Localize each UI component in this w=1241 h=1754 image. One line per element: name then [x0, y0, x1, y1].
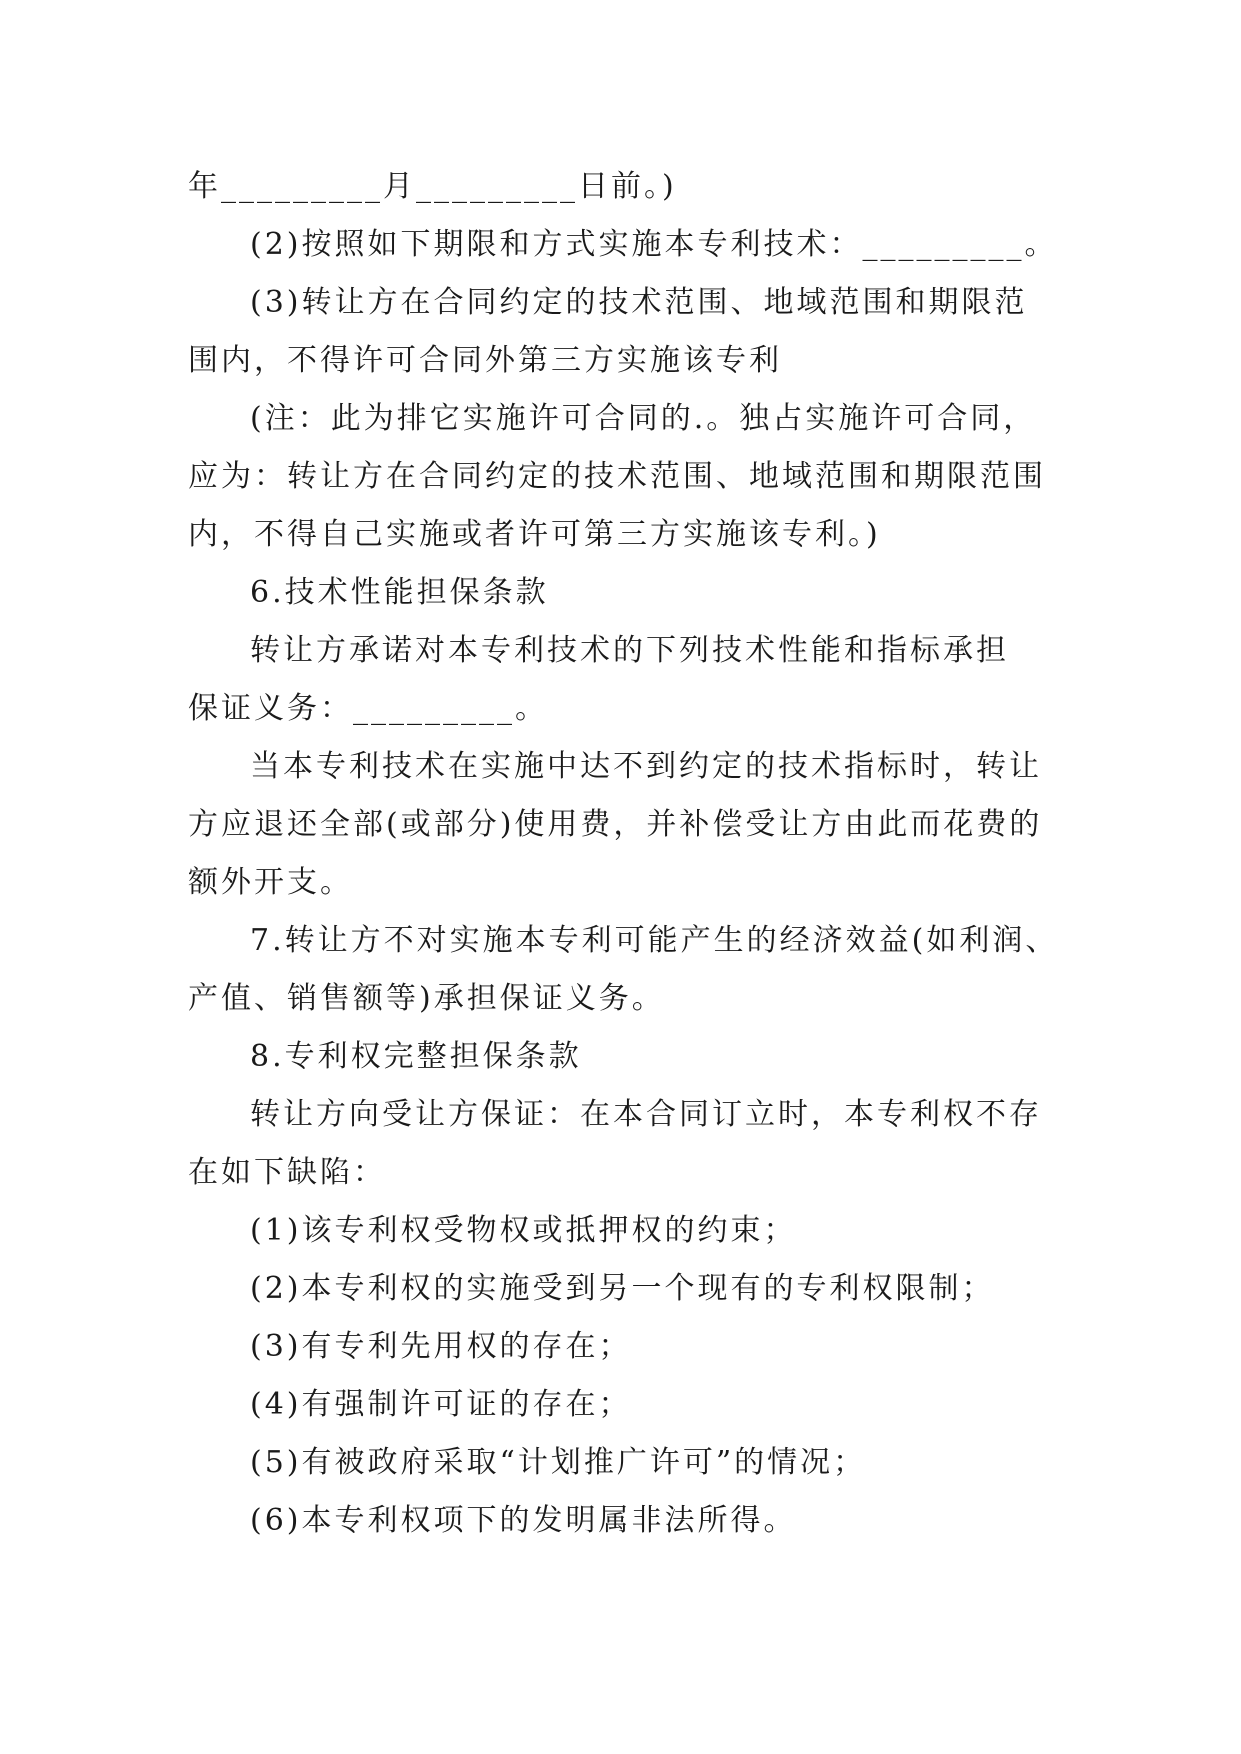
paragraph-patent-integrity-cont: 在如下缺陷：: [188, 1155, 386, 1190]
clause-item-3: (3)转让方在合同约定的技术范围、地域范围和期限范: [250, 285, 1028, 320]
defect-item-6: (6)本专利权项下的发明属非法所得。: [250, 1503, 797, 1538]
defect-item-2: (2)本专利权的实施受到另一个现有的专利权限制；: [250, 1271, 995, 1306]
paragraph-refund-cont-2: 额外开支。: [188, 865, 353, 900]
paragraph-refund-cont-1: 方应退还全部(或部分)使用费，并补偿受让方由此而花费的: [188, 807, 1043, 842]
paragraph-patent-integrity: 转让方向受让方保证：在本合同订立时，本专利权不存: [250, 1097, 1042, 1132]
paragraph-refund: 当本专利技术在实施中达不到约定的技术指标时，转让: [250, 749, 1042, 784]
text-line-date-blanks: 年_________月_________日前。): [188, 169, 677, 204]
paragraph-performance-guarantee-cont: 保证义务：_________。: [188, 691, 548, 726]
section-7-cont: 产值、销售额等)承担保证义务。: [188, 981, 665, 1016]
defect-item-1: (1)该专利权受物权或抵押权的约束；: [250, 1213, 797, 1248]
defect-item-3: (3)有专利先用权的存在；: [250, 1329, 632, 1364]
defect-item-4: (4)有强制许可证的存在；: [250, 1387, 632, 1422]
clause-item-2: (2)按照如下期限和方式实施本专利技术：_________。: [250, 227, 1058, 262]
note-paragraph-cont-2: 内，不得自己实施或者许可第三方实施该专利。): [188, 517, 881, 552]
section-heading-7: 7.转让方不对实施本专利可能产生的经济效益(如利润、: [250, 923, 1059, 958]
note-paragraph: (注：此为排它实施许可合同的.。独占实施许可合同，: [250, 401, 1037, 436]
document-body: [188, 158, 1058, 1550]
defect-item-5: (5)有被政府采取“计划推广许可”的情况；: [250, 1445, 867, 1480]
section-heading-8: 8.专利权完整担保条款: [250, 1039, 582, 1074]
clause-item-3-cont: 围内，不得许可合同外第三方实施该专利: [188, 343, 782, 378]
section-heading-6: 6.技术性能担保条款: [250, 575, 549, 610]
note-paragraph-cont-1: 应为：转让方在合同约定的技术范围、地域范围和期限范围: [188, 459, 1046, 494]
paragraph-performance-guarantee: 转让方承诺对本专利技术的下列技术性能和指标承担: [250, 633, 1009, 668]
